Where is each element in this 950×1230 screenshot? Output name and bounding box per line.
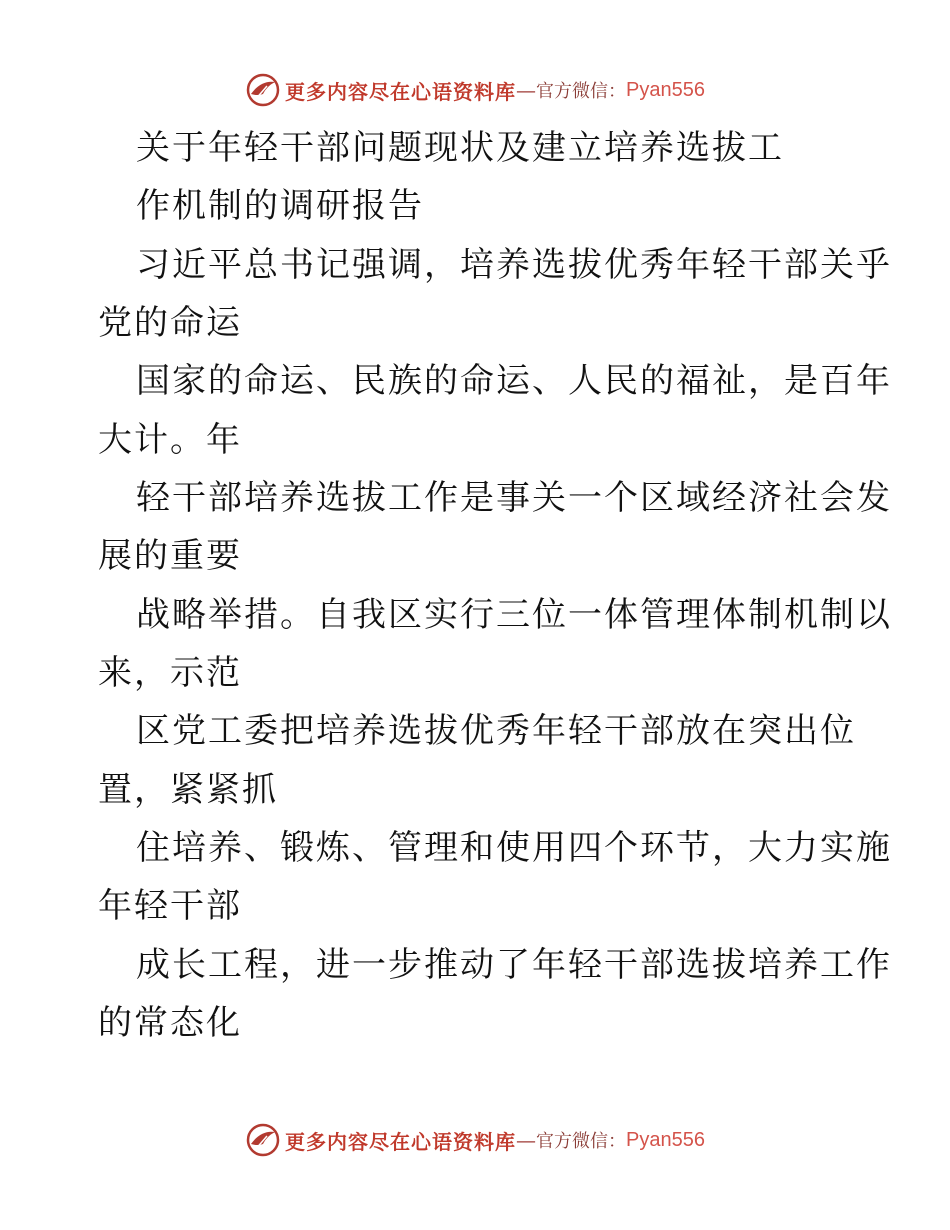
body-line: 轻干部培养选拔工作是事关一个区域经济社会发: [136, 478, 892, 518]
body-line: 成长工程，进一步推动了年轻干部选拔培养工作: [136, 945, 892, 985]
body-line: 大计。年: [98, 420, 242, 460]
body-line: 住培养、锻炼、管理和使用四个环节，大力实施: [136, 828, 892, 868]
banner-wechat-label: 官方微信：: [536, 81, 627, 102]
banner-site-text: 更多内容尽在心语资料库: [285, 79, 517, 104]
body-line: 战略举措。自我区实行三位一体管理体制机制以: [136, 595, 892, 635]
banner-wechat-id: Pyan556: [626, 78, 705, 101]
body-line: 区党工委把培养选拔优秀年轻干部放在突出位: [136, 711, 856, 751]
quill-logo-icon: [245, 1122, 281, 1158]
header-banner: [0, 70, 950, 110]
body-line: 习近平总书记强调，培养选拔优秀年轻干部关乎: [136, 245, 892, 285]
body-line: 置，紧紧抓: [98, 770, 278, 810]
quill-logo-icon: [245, 72, 281, 108]
body-line: 展的重要: [98, 536, 242, 576]
title-line-2: 作机制的调研报告: [136, 186, 424, 226]
banner-site-text: 更多内容尽在心语资料库: [285, 1129, 517, 1154]
body-line: 国家的命运、民族的命运、人民的福祉，是百年: [136, 361, 892, 401]
body-line: 来，示范: [98, 653, 242, 693]
banner-wechat-label: 官方微信：: [536, 1131, 627, 1152]
banner-separator: —: [516, 78, 537, 102]
body-line: 年轻干部: [98, 886, 242, 926]
body-line: 党的命运: [98, 303, 242, 343]
title-line-1: 关于年轻干部问题现状及建立培养选拔工: [136, 128, 784, 168]
banner-wechat-id: Pyan556: [626, 1128, 705, 1151]
footer-banner: [0, 1120, 950, 1160]
banner-separator: —: [516, 1128, 537, 1152]
body-line: 的常态化: [98, 1003, 242, 1043]
